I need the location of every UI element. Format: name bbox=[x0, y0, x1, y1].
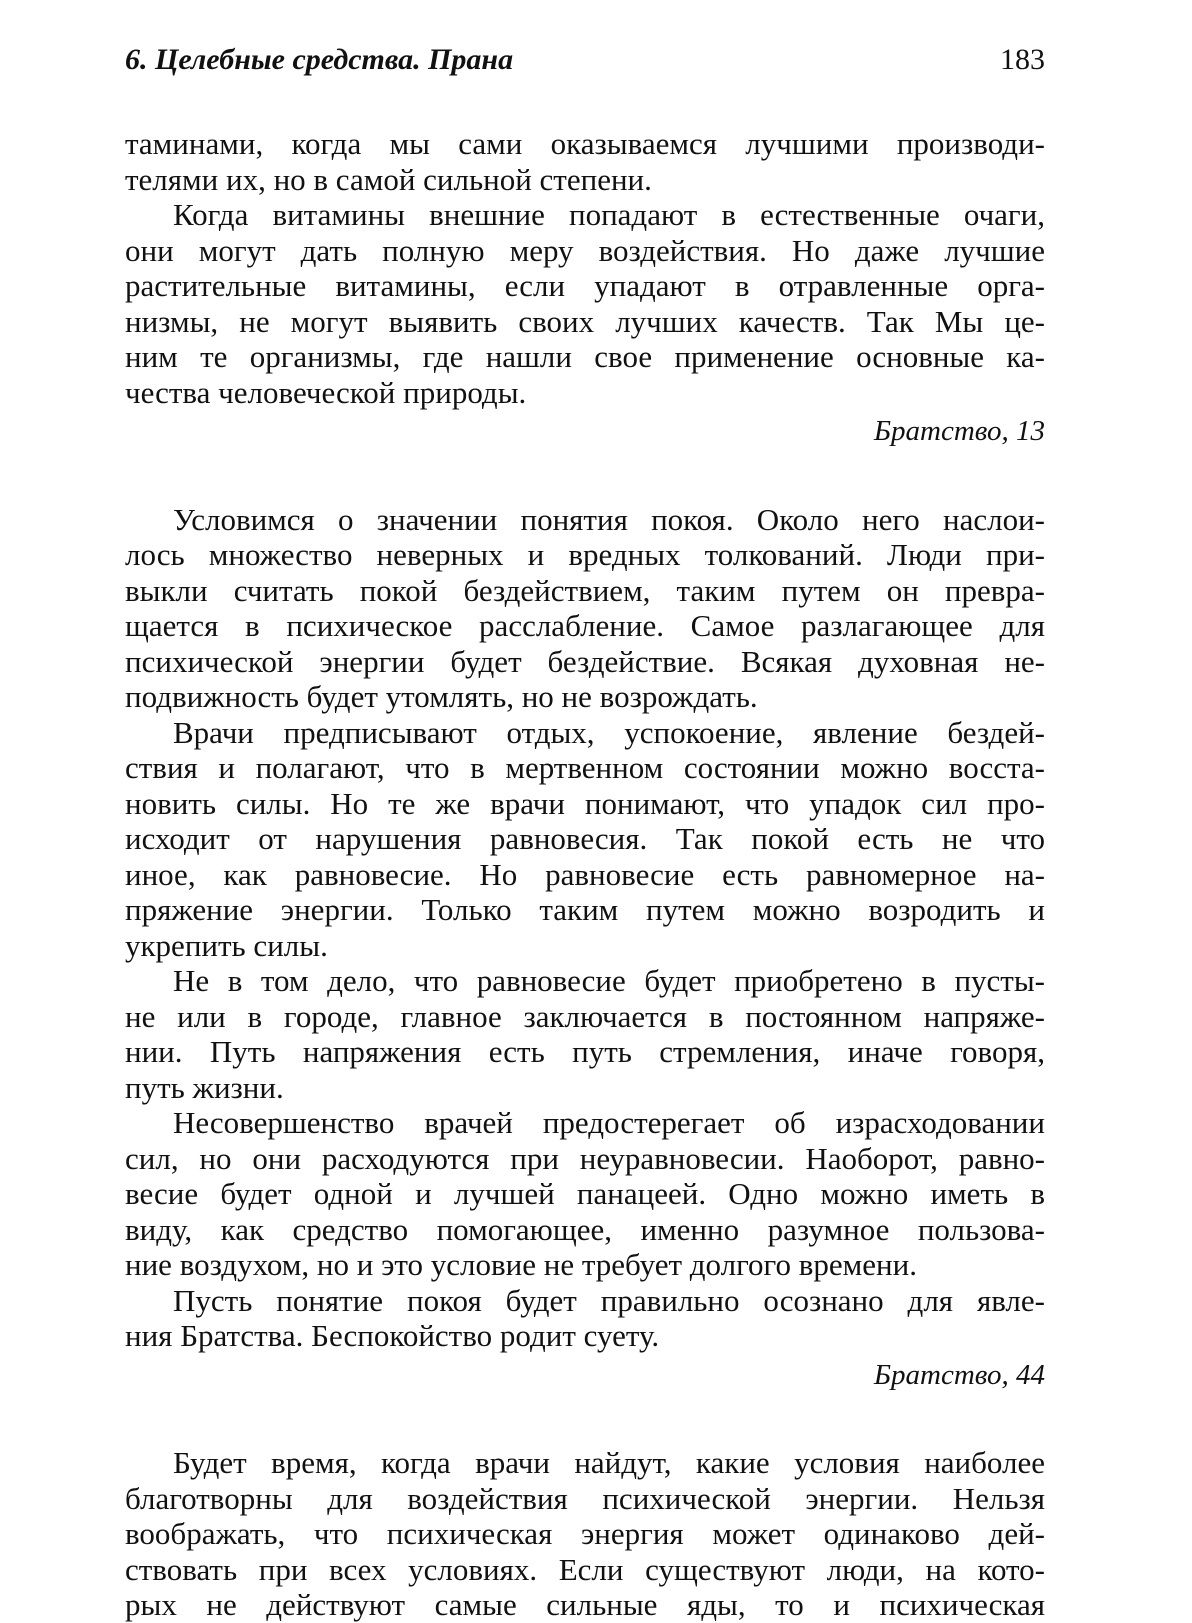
text-line: Несовершенство врачей предостерегает об израсходовании bbox=[173, 1105, 1045, 1140]
text-line: ствия и полагают, что в мертвенном состоянии можно восста- bbox=[125, 750, 1045, 785]
text-section bbox=[125, 502, 1045, 1394]
text-line: ствовать при всех условиях. Если существуют люди, на кото- bbox=[125, 1551, 1045, 1587]
text-line: телями их, но в самой сильной степени. bbox=[125, 161, 652, 197]
running-header bbox=[125, 40, 1045, 84]
source-citation: Братство, 44 bbox=[873, 1358, 1045, 1391]
text-line: Не в том дело, что равновесие будет приобретено в пусты- bbox=[173, 963, 1045, 998]
text-line: виду, как средство помогающее, именно разумное пользова- bbox=[125, 1211, 1045, 1247]
text-line: лось множество неверных и вредных толкований. Люди при- bbox=[125, 537, 1045, 572]
text-line: пряжение энергии. Только таким путем можно возродить и bbox=[125, 892, 1045, 927]
text-line: чества человеческой природы. bbox=[125, 374, 527, 410]
page-number: 183 bbox=[1000, 43, 1045, 76]
text-line: Врачи предписывают отдых, успокоение, явление бездей- bbox=[173, 714, 1045, 750]
text-line: Когда витамины внешние попадают в естественные очаги, bbox=[173, 197, 1045, 232]
paragraph bbox=[125, 963, 1045, 1105]
paragraph bbox=[125, 715, 1045, 964]
text-line: нии. Путь напряжения есть путь стремления, иначе говоря, bbox=[125, 1034, 1045, 1069]
text-line: низмы, не могут выявить своих лучших качеств. Так Мы це- bbox=[125, 303, 1045, 339]
text-line: укрепить силы. bbox=[125, 927, 328, 963]
text-line: рых не действуют самые сильные яды, то и психическая bbox=[125, 1587, 1045, 1622]
text-line: растительные витамины, если упадают в отравленные орга- bbox=[125, 268, 1045, 303]
source-citation: Братство, 13 bbox=[873, 415, 1045, 447]
body-text bbox=[125, 126, 1045, 1623]
text-line: весие будет одной и лучшей панацеей. Одно можно иметь в bbox=[125, 1176, 1045, 1211]
text-line: ние воздухом, но и это условие не требует долгого времени. bbox=[125, 1247, 917, 1282]
text-line: выкли считать покой бездействием, таким путем он превра- bbox=[125, 572, 1045, 608]
text-line: ния Братства. Беспокойство родит суету. bbox=[125, 1318, 660, 1353]
text-line: не или в городе, главное заключается в постоянном напряже- bbox=[125, 998, 1045, 1034]
section-gap bbox=[125, 450, 1045, 502]
text-line: психической энергии будет бездействие. Всякая духовная не- bbox=[125, 643, 1045, 679]
text-section bbox=[125, 126, 1045, 450]
paragraph bbox=[125, 1105, 1045, 1283]
section-gap bbox=[125, 1393, 1045, 1445]
text-line: щается в психическое расслабление. Самое разлагающее для bbox=[125, 608, 1045, 643]
paragraph bbox=[125, 1445, 1045, 1623]
text-line: сил, но они расходуются при неуравновесии. Наоборот, равно- bbox=[125, 1140, 1045, 1176]
paragraph bbox=[125, 1283, 1045, 1354]
text-line: Пусть понятие покоя будет правильно осознано для явле- bbox=[173, 1282, 1045, 1318]
text-line: Будет время, когда врачи найдут, какие условия наиболее bbox=[173, 1445, 1045, 1480]
text-line: путь жизни. bbox=[125, 1069, 284, 1105]
text-line: исходит от нарушения равновесия. Так покой есть не что bbox=[125, 821, 1045, 856]
text-line: ним те организмы, где нашли свое применение основные ка- bbox=[125, 339, 1045, 374]
paragraph bbox=[125, 502, 1045, 715]
text-line: таминами, когда мы сами оказываемся лучшими производи- bbox=[125, 126, 1045, 161]
text-line: новить силы. Но те же врачи понимают, что упадок сил про- bbox=[125, 785, 1045, 821]
text-section bbox=[125, 1445, 1045, 1623]
text-line: иное, как равновесие. Но равновесие есть равномерное на- bbox=[125, 856, 1045, 892]
text-line: благотворны для воздействия психической энергии. Нельзя bbox=[125, 1480, 1045, 1516]
text-line: они могут дать полную меру воздействия. Но даже лучшие bbox=[125, 232, 1045, 268]
text-line: подвижность будет утомлять, но не возрождать. bbox=[125, 679, 758, 714]
book-page bbox=[125, 40, 1045, 1622]
chapter-title: 6. Целебные средства. Прана bbox=[125, 43, 514, 76]
paragraph bbox=[125, 126, 1045, 197]
paragraph bbox=[125, 197, 1045, 410]
text-line: Условимся о значении понятия покоя. Около него наслои- bbox=[173, 501, 1045, 537]
text-line: воображать, что психическая энергия может одинаково дей- bbox=[125, 1516, 1045, 1551]
